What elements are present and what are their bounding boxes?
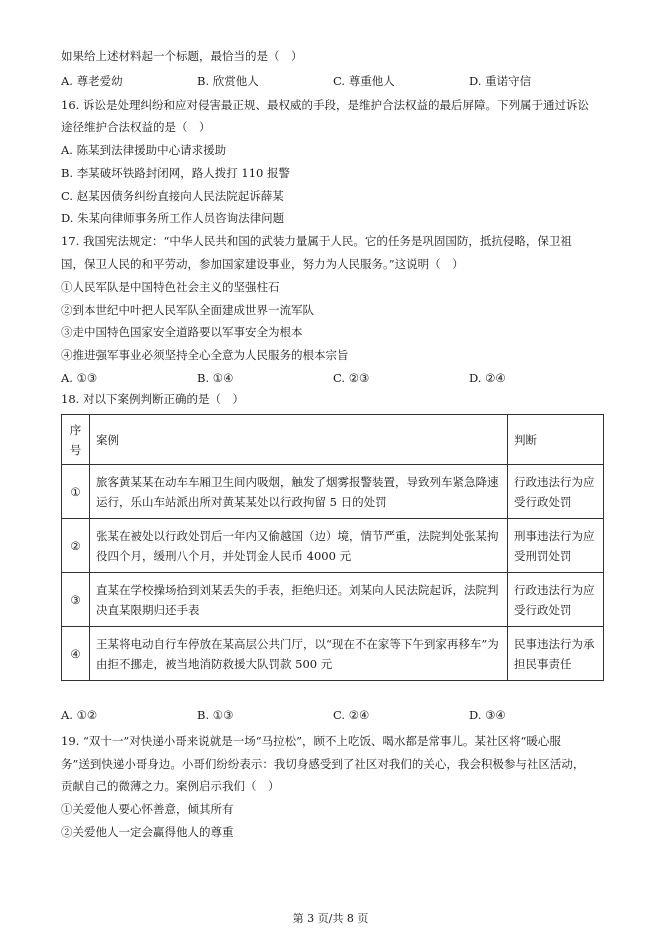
row-judgment: 刑事违法行为应受刑罚处罚 — [508, 519, 604, 573]
row-case: 王某将电动自行车停放在某高层公共门厅，以“现在不在家等下午到家再移车”为由拒不挪走，被当地消防救援大队罚款 500 元 — [90, 627, 508, 681]
page-number: 第 3 页/共 8 页 — [292, 912, 369, 925]
row-judgment: 行政违法行为应受行政处罚 — [508, 465, 604, 519]
q19-stem-line1: 19. “双十一”对快递小哥来说就是一场“马拉松”，顾不上吃饭、喝水都是常事儿。某社区将“暖心服 — [61, 734, 561, 748]
q18-case-table — [61, 414, 604, 681]
header-case: 案例 — [90, 415, 508, 465]
q19-stem-line2: 务”送到快递小哥身边。小哥们纷纷表示：我切身感受到了社区对我们的关心，我会积极参与社区活动， — [61, 757, 585, 771]
q17-stem-line2: 国，保卫人民的和平劳动，参加国家建设事业，努力为人民服务。”这说明（ ） — [61, 257, 464, 271]
q18-stem: 18. 对以下案例判断正确的是（ ） — [61, 392, 244, 406]
row-number: ④ — [62, 627, 90, 681]
table-row — [62, 573, 604, 627]
q18-option-b: B. ①③ — [197, 708, 234, 722]
q16-option-b: B. 李某破坏铁路封闭网，路人拨打 110 报警 — [61, 166, 291, 180]
q16-stem-line1: 16. 诉讼是处理纠纷和应对侵害最正规、最权威的手段，是维护合法权益的最后屏障。下列属于通过诉讼 — [61, 98, 589, 112]
q17-stem-line1: 17. 我国宪法规定：“中华人民共和国的武装力量属于人民。它的任务是巩固国防，抵抗侵略，保卫祖 — [61, 234, 572, 248]
q18-option-d: D. ③④ — [469, 708, 506, 722]
q18-option-c: C. ②④ — [333, 708, 370, 722]
q15-options — [61, 73, 621, 89]
header-number: 序号 — [62, 415, 90, 465]
row-case: 直某在学校操场拾到刘某丢失的手表，拒绝归还。刘某向人民法院起诉，法院判决直某限期归还手表 — [90, 573, 508, 627]
table-row — [62, 465, 604, 519]
q16-stem-line2: 途径维护合法权益的是（ ） — [61, 120, 211, 134]
q16-option-a: A. 陈某到法律援助中心请求援助 — [61, 143, 227, 157]
row-case: 张某在被处以行政处罚后一年内又偷越国（边）境，情节严重，法院判处张某拘役四个月，缓刑八个月，并处罚金人民币 4000 元 — [90, 519, 508, 573]
q17-option-c: C. ②③ — [333, 371, 370, 385]
row-judgment: 民事违法行为承担民事责任 — [508, 627, 604, 681]
q16-option-d: D. 朱某向律师事务所工作人员咨询法律问题 — [61, 211, 285, 225]
q17-option-d: D. ②④ — [469, 371, 506, 385]
q17-option-b: B. ①④ — [197, 371, 234, 385]
q15-option-d: D. 重诺守信 — [469, 74, 532, 88]
q16-option-c: C. 赵某因债务纠纷直接向人民法院起诉薛某 — [61, 189, 284, 203]
q17-options — [61, 370, 621, 386]
q15-stem: 如果给上述材料起一个标题，最恰当的是（ ） — [61, 49, 303, 63]
q15-option-c: C. 尊重他人 — [333, 74, 395, 88]
row-number: ③ — [62, 573, 90, 627]
q19-stem-line3: 贡献自己的微薄之力。案例启示我们（ ） — [61, 779, 280, 793]
q18-option-a: A. ①② — [61, 708, 98, 722]
table-row — [62, 519, 604, 573]
row-judgment: 行政违法行为应受行政处罚 — [508, 573, 604, 627]
header-judgment: 判断 — [508, 415, 604, 465]
table-row — [62, 627, 604, 681]
row-number: ② — [62, 519, 90, 573]
q18-options — [61, 707, 621, 723]
row-number: ① — [62, 465, 90, 519]
q15-option-b: B. 欣赏他人 — [197, 74, 259, 88]
q19-statement-1: ①关爱他人要心怀善意，倾其所有 — [61, 802, 234, 816]
q17-statement-1: ①人民军队是中国特色社会主义的坚强柱石 — [61, 280, 280, 294]
q17-statement-4: ④推进强军事业必须坚持全心全意为人民服务的根本宗旨 — [61, 348, 349, 362]
q17-statement-3: ③走中国特色国家安全道路要以军事安全为根本 — [61, 325, 303, 339]
row-case: 旅客黄某某在动车车厢卫生间内吸烟，触发了烟雾报警装置，导致列车紧急降速运行，乐山车站派出所对黄某某处以行政拘留 5 日的处罚 — [90, 465, 508, 519]
q17-option-a: A. ①③ — [61, 371, 98, 385]
q19-statement-2: ②关爱他人一定会赢得他人的尊重 — [61, 825, 234, 839]
table-header-row — [62, 415, 604, 465]
q15-option-a: A. 尊老爱幼 — [61, 74, 123, 88]
q17-statement-2: ②到本世纪中叶把人民军队全面建成世界一流军队 — [61, 303, 314, 317]
